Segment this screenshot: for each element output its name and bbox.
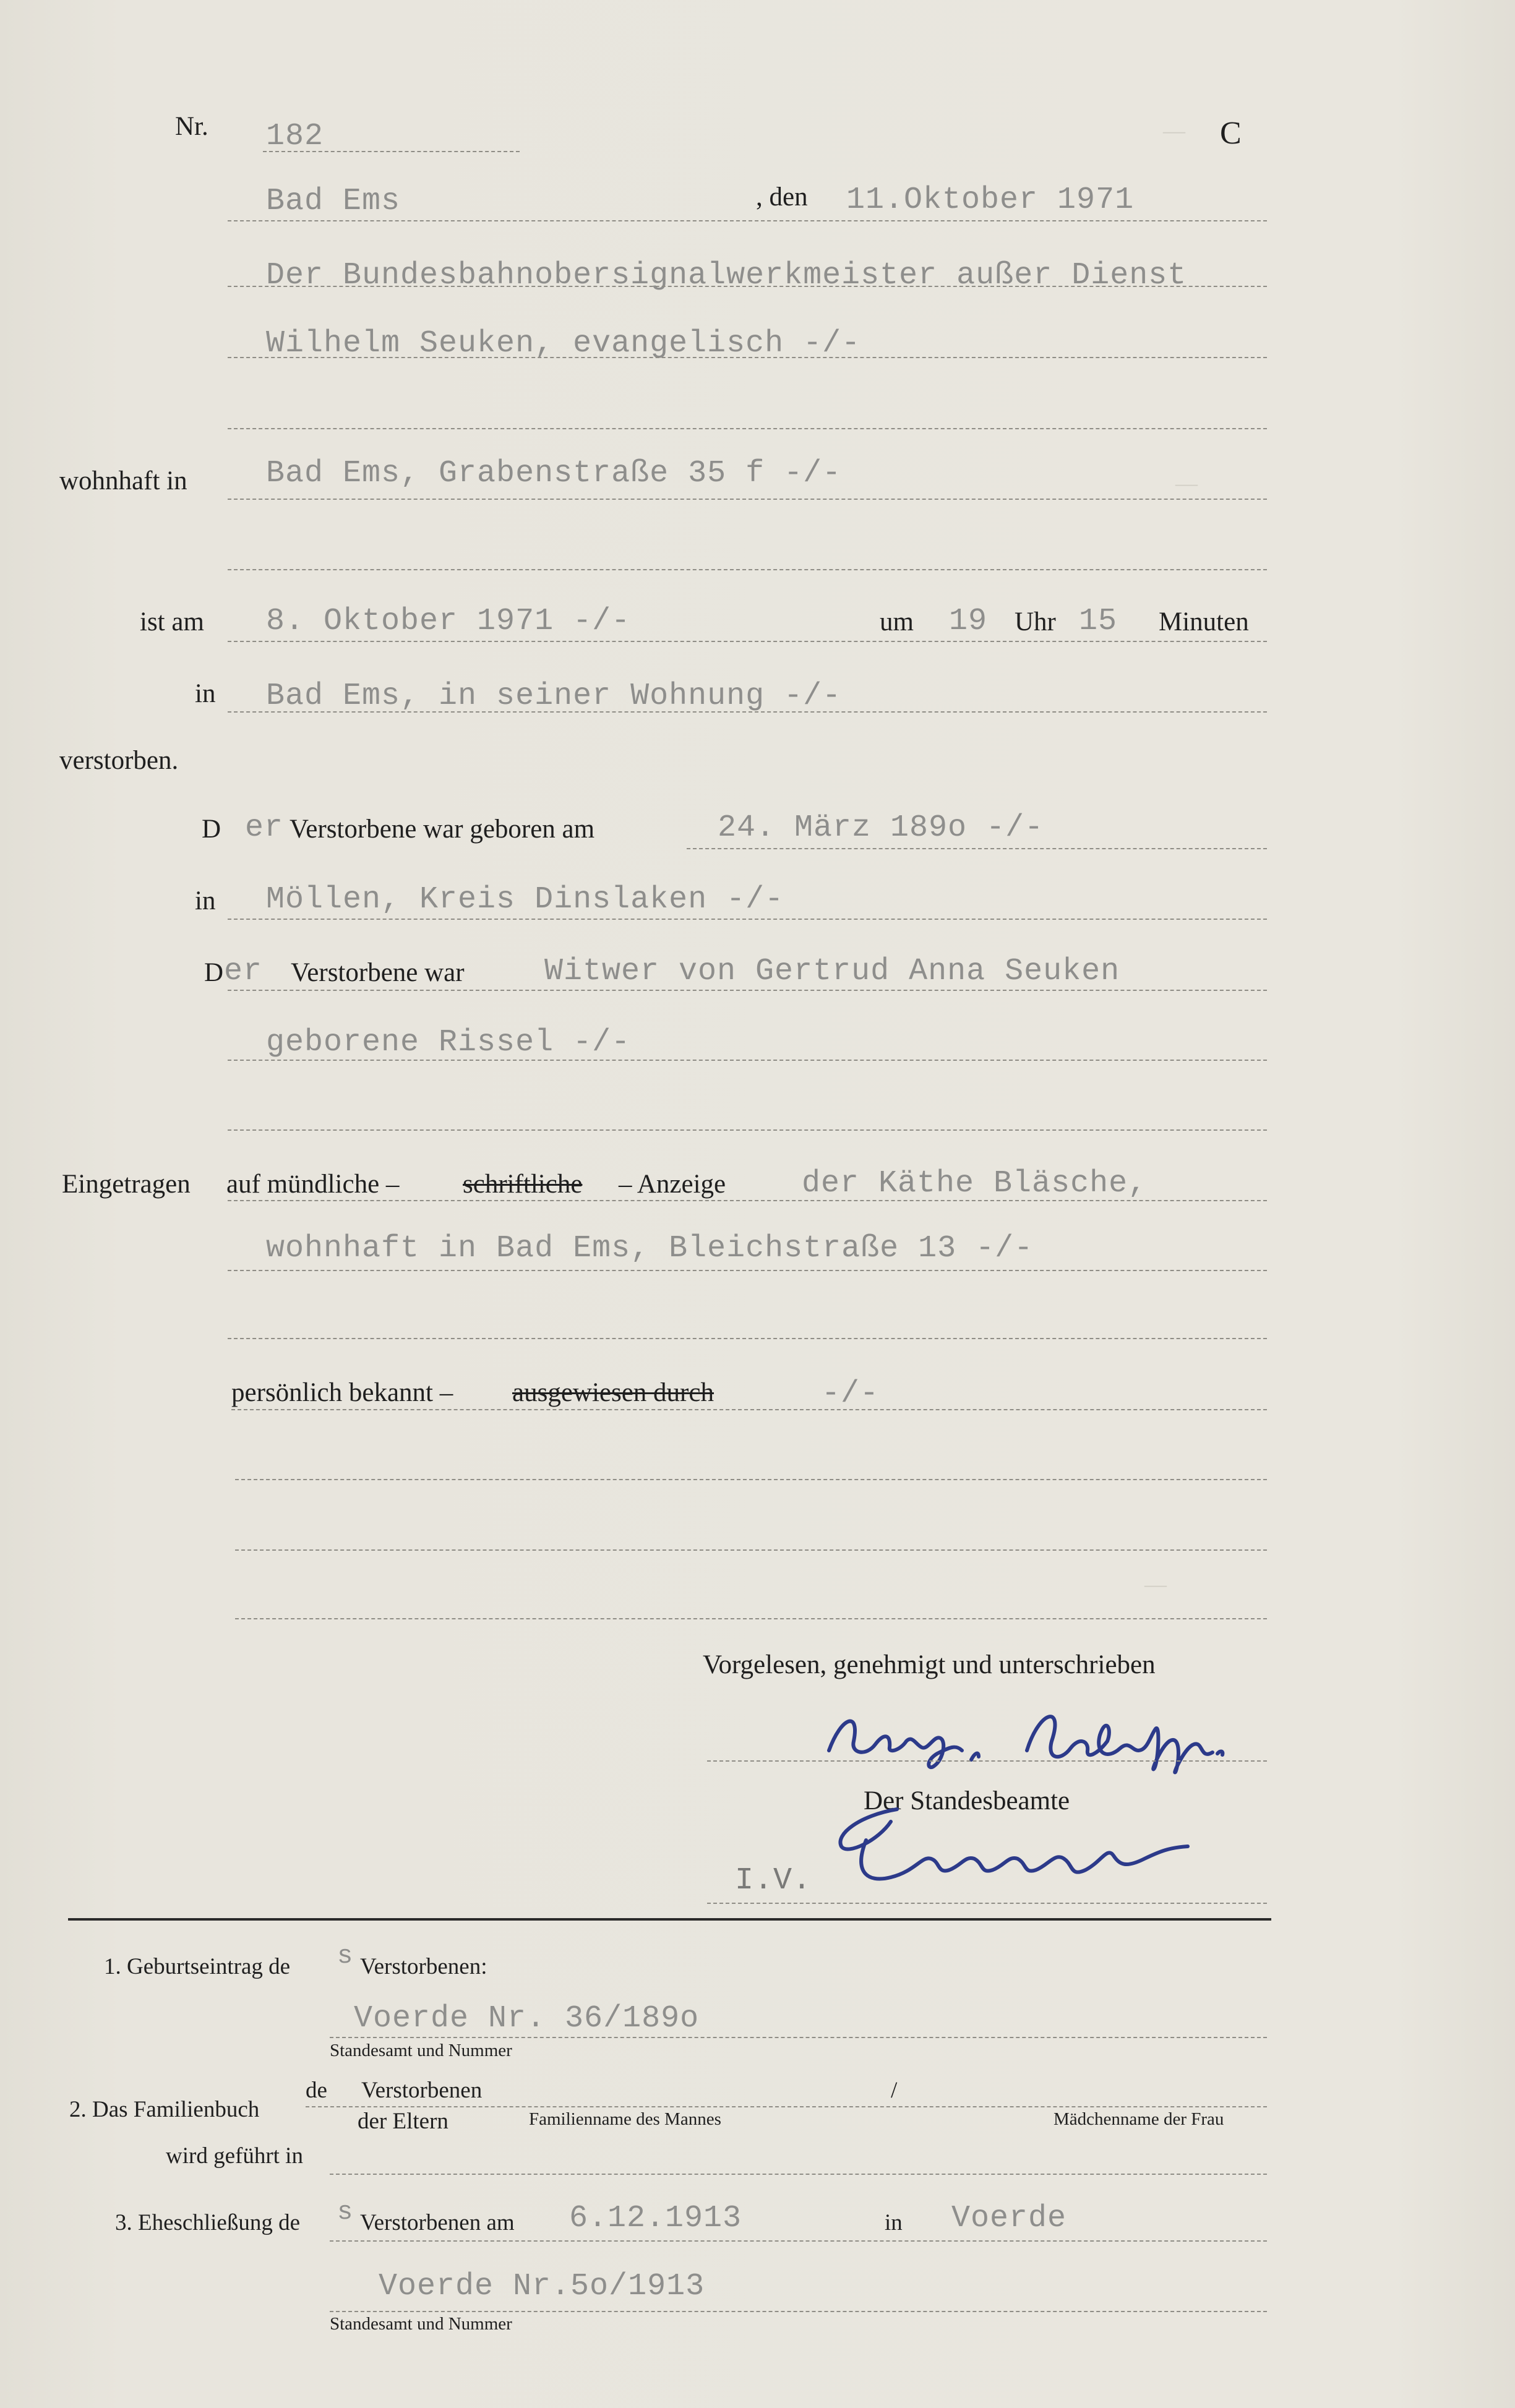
note3-in: in: [885, 2210, 903, 2235]
note1-label: 1. Geburtseintrag de: [104, 1954, 291, 1979]
marital-value-2: geborene Rissel -/-: [266, 1025, 631, 1060]
blank-line-3: [235, 1618, 1267, 1619]
note1-suffix: Verstorbenen:: [360, 1954, 487, 1979]
verstorben-label: verstorben.: [59, 746, 179, 775]
birth-place-line: [228, 919, 1267, 920]
note2-slash: /: [891, 2078, 898, 2103]
registry-date: 11.Oktober 1971: [846, 182, 1135, 218]
eingetragen-label: Eingetragen: [62, 1170, 191, 1199]
ausgewiesen-struck: ausgewiesen durch: [512, 1378, 714, 1407]
note3-caption: Standesamt und Nummer: [330, 2314, 512, 2334]
note2-gefuehrt: wird geführt in: [166, 2143, 303, 2169]
birth-er-typed: er: [245, 810, 284, 846]
note2-eltern: der Eltern: [358, 2109, 448, 2134]
informant-signature: [817, 1692, 1262, 1778]
blank-line-1: [235, 1479, 1267, 1480]
residence-value: Bad Ems, Grabenstraße 35 f -/-: [266, 456, 842, 491]
note3-suffix: Verstorbenen am: [360, 2210, 515, 2235]
bleed-through-mark: —: [1175, 471, 1198, 495]
note3-place: Voerde: [951, 2201, 1067, 2236]
ist-am-label: ist am: [140, 607, 204, 636]
nr-label: Nr.: [175, 112, 208, 141]
note2-line-2: [330, 2174, 1267, 2175]
note1-caption: Standesamt und Nummer: [330, 2041, 512, 2060]
marital-value-1: Witwer von Gertrud Anna Seuken: [544, 954, 1120, 989]
schriftliche-struck: schriftliche: [463, 1170, 583, 1199]
informant-line-2: [228, 1270, 1267, 1271]
note2-line-1: [306, 2106, 1267, 2107]
death-place: Bad Ems, in seiner Wohnung -/-: [266, 679, 842, 714]
um-label: um: [880, 607, 914, 636]
death-hour: 19: [949, 604, 988, 639]
informant-name: der Käthe Bläsche,: [802, 1166, 1148, 1201]
registrar-signature: [823, 1797, 1206, 1890]
bekannt-line: [231, 1409, 1267, 1410]
iv-label: I.V.: [735, 1863, 812, 1898]
header-line-3: [228, 357, 1267, 358]
informant-line-1: [228, 1200, 1267, 1201]
section-separator: [68, 1918, 1271, 1921]
note1-value: Voerde Nr. 36/189o: [354, 2001, 700, 2036]
birth-line: [687, 848, 1267, 849]
death-date: 8. Oktober 1971 -/-: [266, 604, 631, 639]
minuten-label: Minuten: [1159, 607, 1249, 636]
note2-mann-caption: Familienname des Mannes: [529, 2109, 721, 2129]
form-letter: C: [1220, 116, 1242, 151]
vorgelesen-text: Vorgelesen, genehmigt und unterschrieben: [703, 1650, 1156, 1679]
residence-line: [228, 499, 1267, 500]
note3-value: Voerde Nr.5o/1913: [379, 2269, 705, 2304]
death-in-label: in: [195, 679, 216, 708]
header-line-2: [228, 286, 1267, 287]
header-line-1: [228, 220, 1267, 221]
person-occupation: Der Bundesbahnobersignalwerkmeister außer Dienst: [266, 258, 1187, 293]
note2-de: de: [306, 2078, 327, 2103]
birth-in-label: in: [195, 886, 216, 915]
note3-s: s: [337, 2197, 354, 2227]
informant-address: wohnhaft in Bad Ems, Bleichstraße 13 -/-: [266, 1231, 1034, 1266]
standesbeamte-label: Der Standesbeamte: [864, 1786, 1070, 1815]
marital-line-3: [228, 1129, 1267, 1131]
auf-muendliche-label: auf mündliche –: [226, 1170, 400, 1199]
person-name: Wilhelm Seuken, evangelisch -/-: [266, 326, 861, 361]
birth-place: Möllen, Kreis Dinslaken -/-: [266, 882, 784, 917]
residence-label: wohnhaft in: [59, 466, 187, 495]
uhr-label: Uhr: [1015, 607, 1056, 636]
death-date-line: [228, 641, 1267, 642]
note1-line: [330, 2037, 1267, 2038]
note2-frau-caption: Mädchenname der Frau: [1054, 2109, 1224, 2129]
note3-date: 6.12.1913: [569, 2201, 742, 2236]
marital-label: Verstorbene war: [291, 958, 465, 987]
registry-place: Bad Ems: [266, 184, 401, 219]
nr-line: [263, 151, 520, 152]
death-place-line: [228, 711, 1267, 713]
birth-date: 24. März 189o -/-: [718, 810, 1044, 846]
death-minute: 15: [1079, 604, 1118, 639]
informant-signature-line: [707, 1760, 1267, 1762]
record-number: 182: [266, 119, 324, 154]
note3-line-2: [330, 2311, 1267, 2312]
bekannt-value: -/-: [822, 1376, 880, 1412]
bleed-through-mark: —: [1163, 118, 1185, 143]
note3-line-1: [330, 2240, 1267, 2242]
note2-verstorbenen: Verstorbenen: [361, 2078, 483, 2103]
marital-d-prefix: D: [204, 958, 224, 987]
den-label: , den: [756, 182, 808, 212]
note1-s: s: [337, 1941, 354, 1971]
blank-line-2: [235, 1549, 1267, 1551]
bleed-through-mark: —: [1144, 1572, 1167, 1596]
anzeige-label: – Anzeige: [619, 1170, 726, 1199]
header-line-4: [228, 428, 1267, 429]
marital-er-typed: er: [224, 954, 263, 989]
marital-line-1: [228, 990, 1267, 991]
birth-d-prefix: D: [202, 815, 221, 844]
note2-label: 2. Das Familienbuch: [69, 2097, 260, 2122]
registrar-signature-line: [707, 1903, 1267, 1904]
marital-line-2: [228, 1060, 1267, 1061]
residence-line-2: [228, 569, 1267, 570]
note3-label: 3. Eheschließung de: [115, 2210, 300, 2235]
informant-line-3: [228, 1338, 1267, 1339]
birth-label: Verstorbene war geboren am: [290, 815, 595, 844]
bekannt-label: persönlich bekannt –: [231, 1378, 453, 1407]
